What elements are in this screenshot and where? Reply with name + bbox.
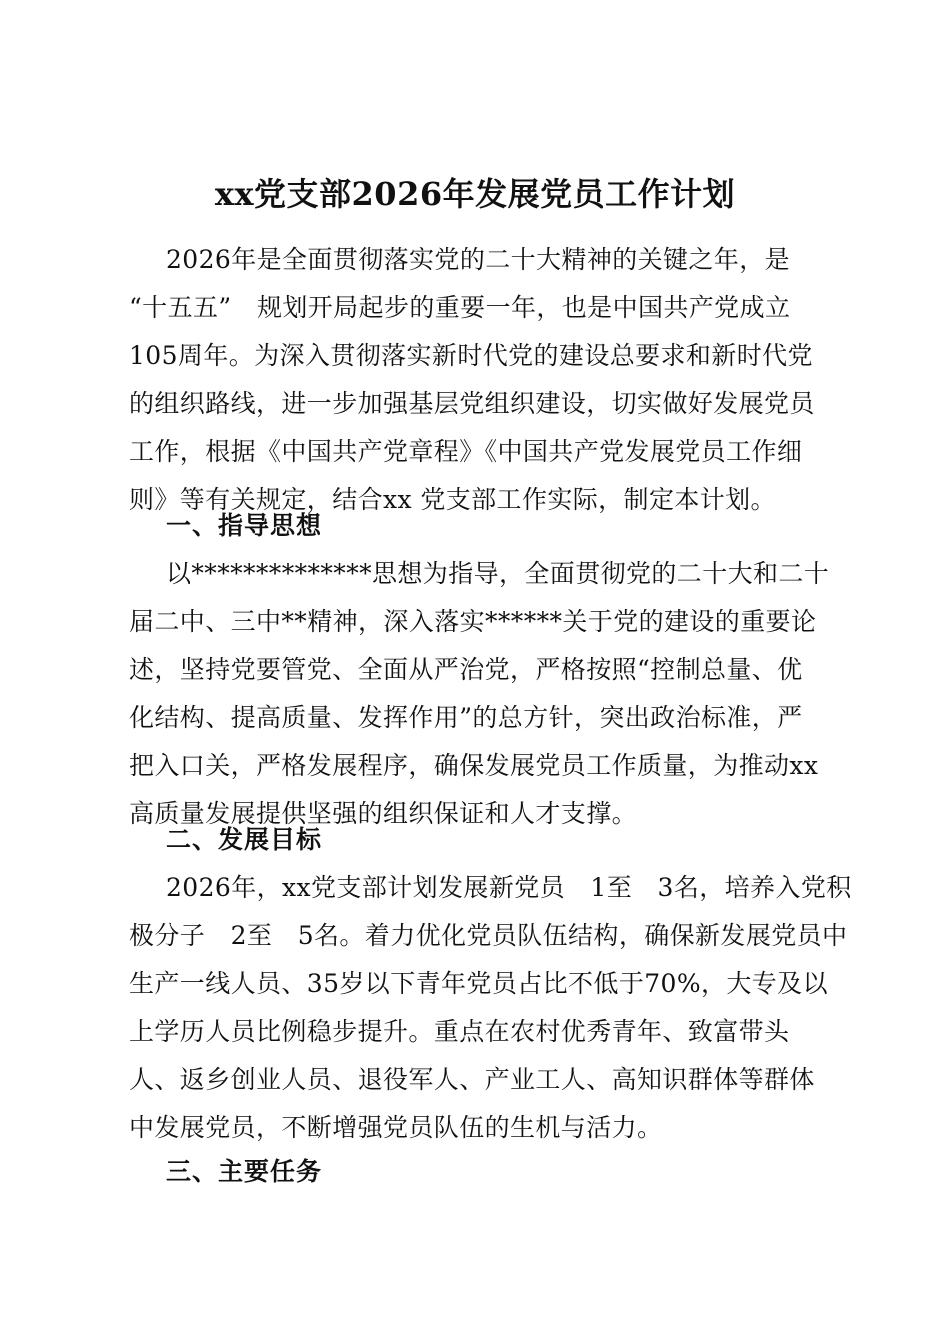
intro-line-2: “十五五” 规划开局起步的重要一年，也是中国共产党成立	[129, 293, 791, 322]
section1-line-2: 届二中、三中**精神，深入落实******关于党的建设的重要论	[129, 607, 817, 636]
intro-line-4: 的组织路线，进一步加强基层党组织建设，切实做好发展党员	[129, 389, 815, 418]
intro-line-5: 工作，根据《中国共产党章程》《中国共产党发展党员工作细	[129, 437, 803, 466]
intro-line-6: 则》等有关规定，结合xx 党支部工作实际，制定本计划。	[129, 485, 776, 514]
section-heading-guiding-thought: 一、指导思想	[166, 511, 323, 540]
section2-line-5: 人、返乡创业人员、退役军人、产业工人、高知识群体等群体	[129, 1065, 815, 1094]
intro-line-1: 2026年是全面贯彻落实党的二十大精神的关键之年，是	[166, 245, 791, 274]
section1-line-3: 述，坚持党要管党、全面从严治党，严格按照“控制总量、优	[129, 655, 803, 684]
section-heading-main-tasks: 三、主要任务	[166, 1157, 323, 1186]
section2-line-1: 2026年，xx党支部计划发展新党员 1至 3名，培养入党积	[166, 873, 852, 902]
section1-line-4: 化结构、提高质量、发挥作用”的总方针，突出政治标准，严	[129, 703, 803, 732]
section2-line-2: 极分子 2至 5名。着力优化党员队伍结构，确保新发展党员中	[129, 921, 848, 950]
section2-line-4: 上学历人员比例稳步提升。重点在农村优秀青年、致富带头	[129, 1017, 790, 1046]
document-title: xx党支部2026年发展党员工作计划	[214, 175, 736, 213]
section2-line-6: 中发展党员，不断增强党员队伍的生机与活力。	[129, 1113, 663, 1142]
section-heading-development-goals: 二、发展目标	[166, 825, 323, 854]
section1-line-1: 以**************思想为指导，全面贯彻党的二十大和二十	[166, 559, 830, 588]
intro-line-3: 105周年。为深入贯彻落实新时代党的建设总要求和新时代党	[129, 341, 813, 370]
section2-line-3: 生产一线人员、35岁以下青年党员占比不低于70%，大专及以	[129, 969, 828, 998]
section1-line-5: 把入口关，严格发展程序，确保发展党员工作质量，为推动xx	[129, 751, 819, 780]
section1-line-6: 高质量发展提供坚强的组织保证和人才支撑。	[129, 799, 638, 828]
